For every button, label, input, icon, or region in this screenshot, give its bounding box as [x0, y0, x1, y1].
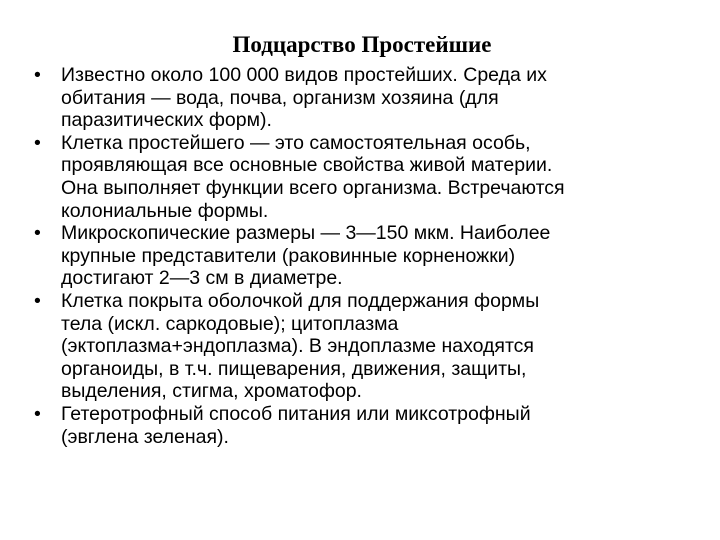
bullet-text: Известно около 100 000 видов простейших. Среда их обитания — вода, почва, организм хозяина (для паразитических форм). [61, 64, 547, 132]
bullet-marker: • [34, 222, 41, 245]
bullet-marker: • [34, 64, 41, 86]
bullet-marker: • [34, 131, 41, 154]
bullet-text: Гетеротрофный способ питания или миксотрофный (эвглена зеленая). [61, 402, 531, 448]
bullet-item [34, 290, 704, 403]
bullet-item [34, 64, 704, 132]
bullet-text: Клетка простейшего — это самостоятельная особь, проявляющая все основные свойства живой материи. Она выполняет функции всего организма. Встречаются колониальные формы. [61, 131, 565, 222]
bullet-list [34, 64, 704, 448]
bullet-text: Микроскопические размеры — 3—150 мкм. Наиболее крупные представители (раковинные корненожки) достигают 2—3 см в диаметре. [61, 222, 551, 290]
bullet-text: Клетка покрыта оболочкой для поддержания формы тела (искл. саркодовые); цитоплазма (эктоплазма+эндоплазма). В эндоплазме находятся органоиды, в т.ч. пищеварения, движения, защиты, выделения, стигма, хроматофор. [61, 289, 540, 403]
bullet-marker: • [34, 289, 41, 312]
bullet-marker: • [34, 402, 41, 425]
bullet-item [34, 403, 704, 448]
bullet-item [34, 222, 704, 290]
bullet-item [34, 132, 704, 222]
slide-title: Подцарство Простейшие [232, 32, 492, 57]
